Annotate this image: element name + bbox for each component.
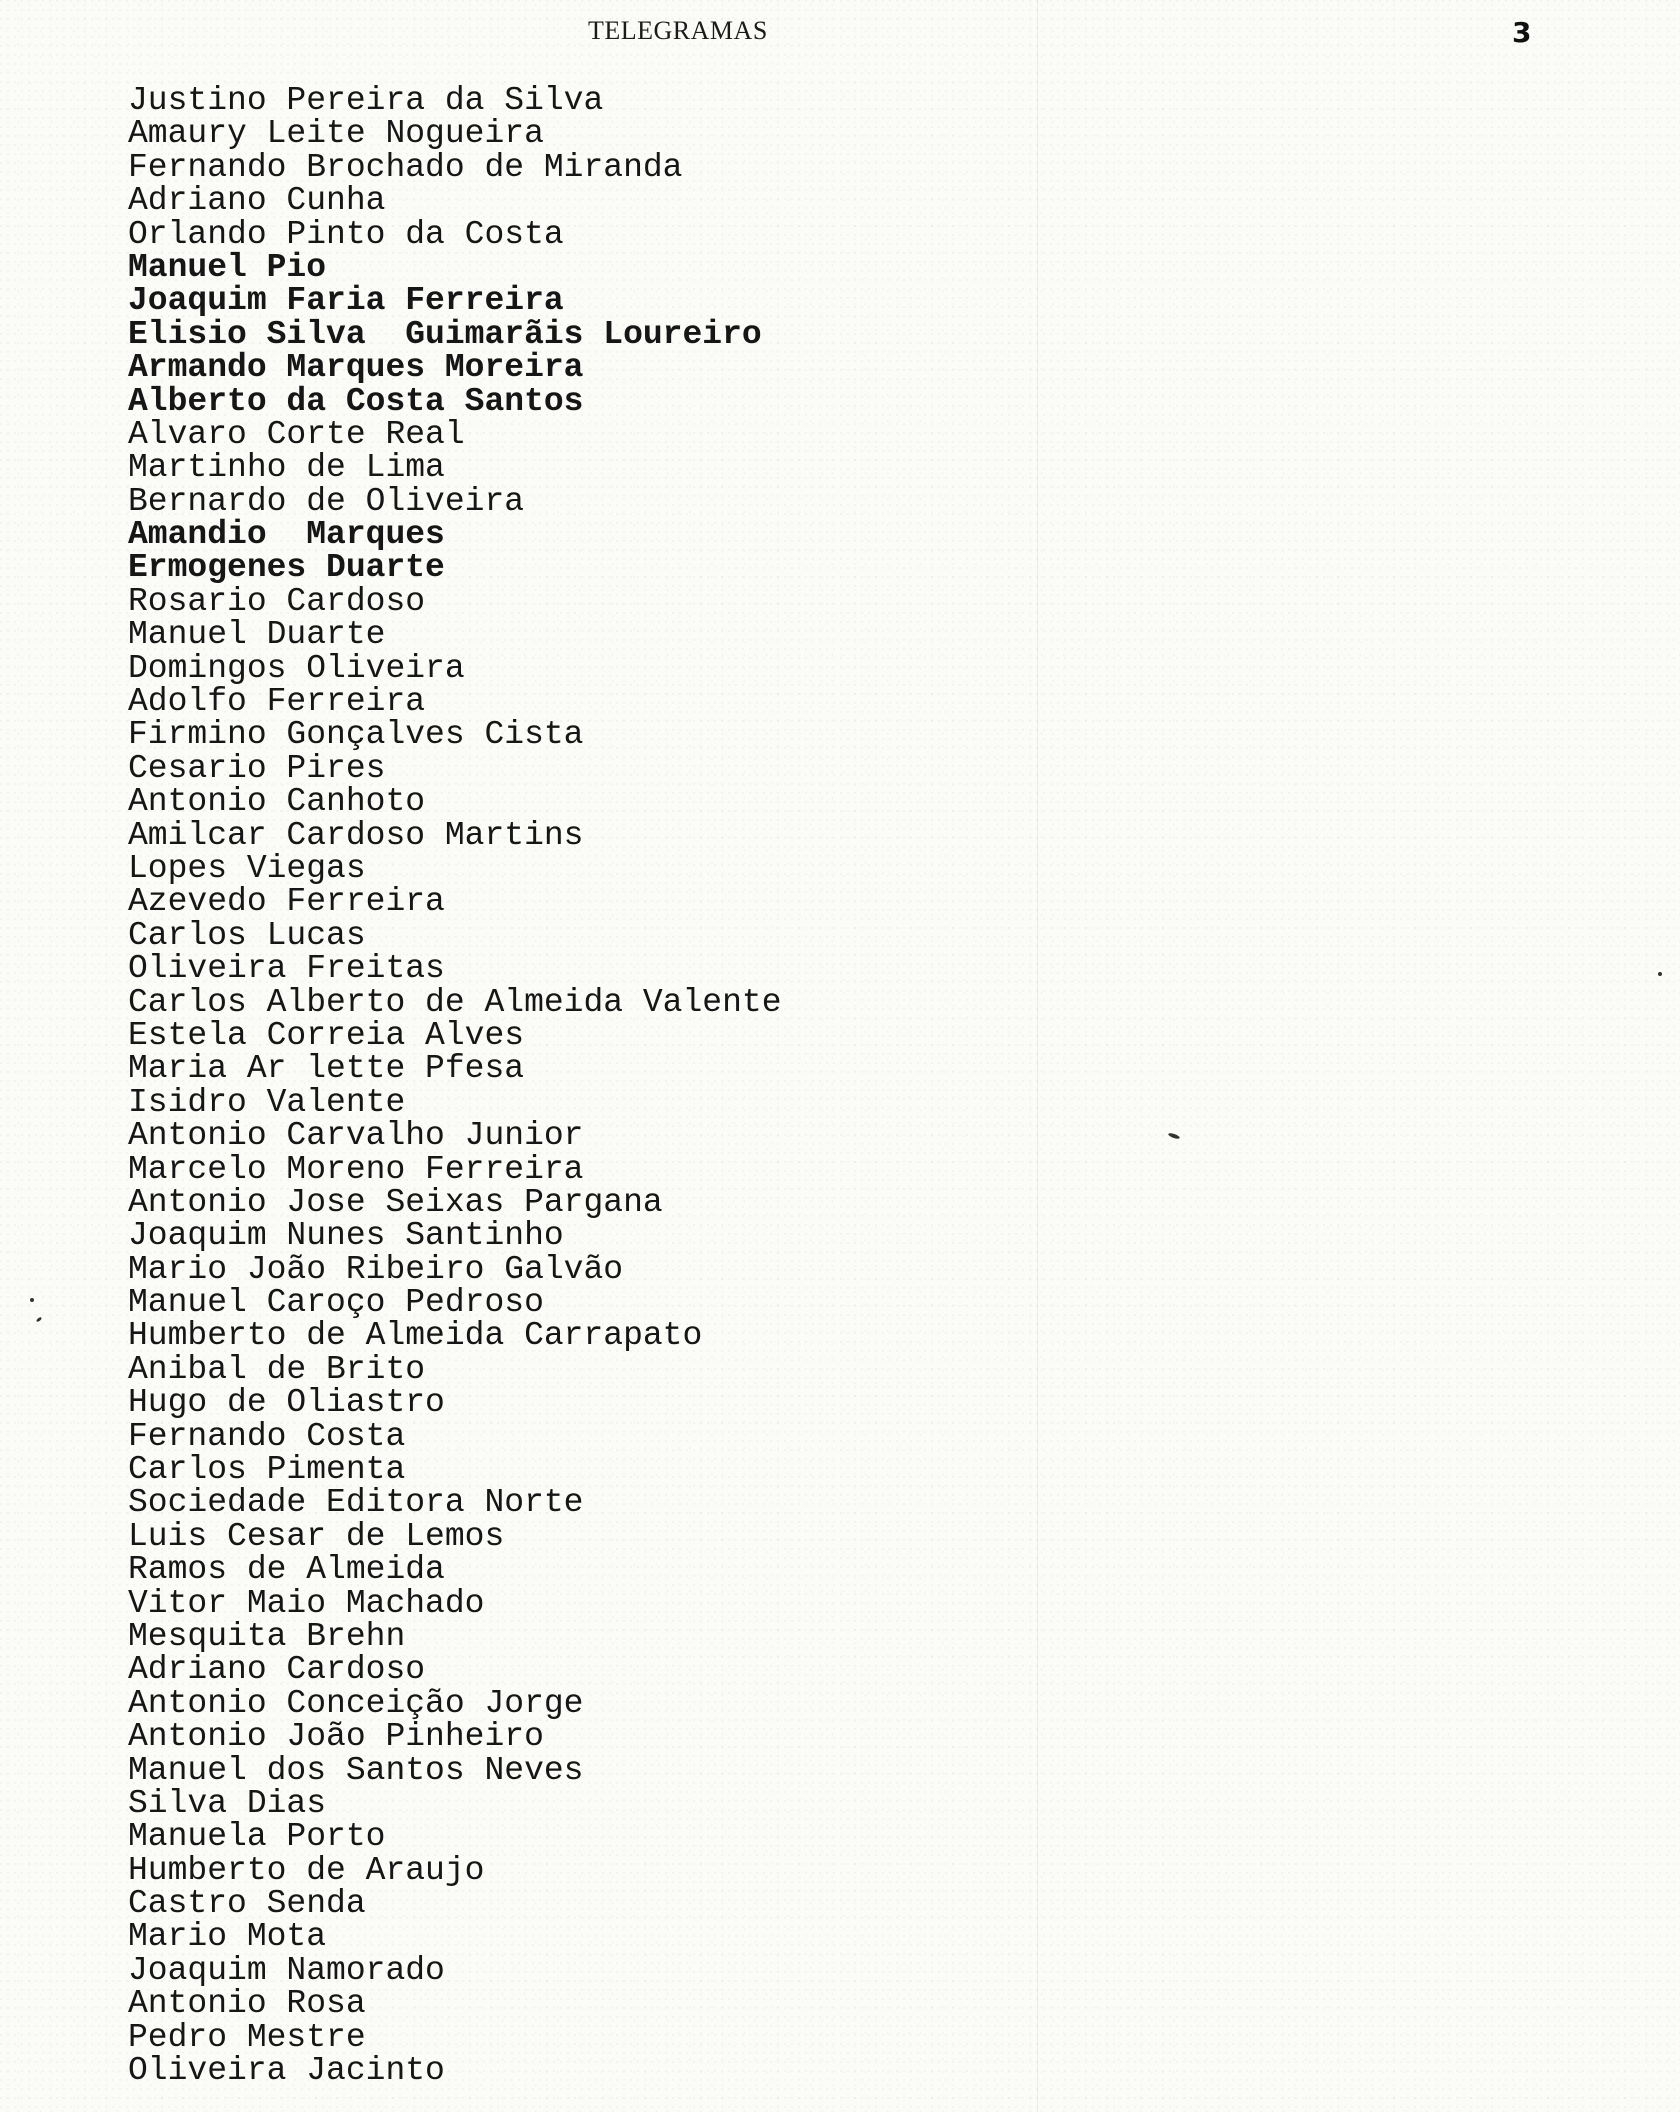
list-item: Adolfo Ferreira — [128, 683, 426, 721]
list-item: Bernardo de Oliveira — [128, 482, 525, 520]
list-item: Silva Dias — [128, 1784, 327, 1822]
list-item: Castro Senda — [128, 1885, 366, 1923]
list-item: Antonio Rosa — [128, 1985, 366, 2023]
list-item: Marcelo Moreno Ferreira — [128, 1150, 584, 1188]
list-item: Mario João Ribeiro Galvão — [128, 1250, 624, 1288]
list-item: Antonio João Pinheiro — [128, 1718, 544, 1756]
list-item: Manuel Duarte — [128, 616, 386, 654]
list-item: Adriano Cardoso — [128, 1651, 426, 1689]
list-item: Domingos Oliveira — [128, 649, 465, 687]
paper-fold-line — [1037, 0, 1038, 2112]
list-item: Antonio Jose Seixas Pargana — [128, 1183, 663, 1221]
list-item: Amandio Marques — [128, 516, 445, 554]
list-item: Mesquita Brehn — [128, 1617, 406, 1655]
list-item: Antonio Conceição Jorge — [128, 1684, 584, 1722]
list-item: Humberto de Araujo — [128, 1851, 485, 1889]
list-item: Carlos Alberto de Almeida Valente — [128, 983, 782, 1021]
list-item: Azevedo Ferreira — [128, 883, 445, 921]
list-item: Estela Correia Alves — [128, 1016, 525, 1054]
list-item: Manuel Pio — [128, 248, 327, 286]
page-title: TELEGRAMAS — [588, 16, 768, 45]
list-item: Manuel dos Santos Neves — [128, 1751, 584, 1789]
list-item: Orlando Pinto da Costa — [128, 215, 564, 253]
ink-speck — [30, 1298, 34, 1302]
ink-speck — [1658, 972, 1662, 976]
list-item: Maria Ar lette Pfesa — [128, 1050, 525, 1088]
list-item: Oliveira Jacinto — [128, 2052, 445, 2090]
list-item: Pedro Mestre — [128, 2018, 366, 2056]
list-item: Joaquim Nunes Santinho — [128, 1217, 564, 1255]
list-item: Manuela Porto — [128, 1818, 386, 1856]
list-item: Antonio Canhoto — [128, 783, 426, 821]
list-item: Martinho de Lima — [128, 449, 445, 487]
list-item: Joaquim Faria Ferreira — [128, 282, 564, 320]
list-item: Adriano Cunha — [128, 182, 386, 220]
list-item: Humberto de Almeida Carrapato — [128, 1317, 703, 1355]
list-item: Alvaro Corte Real — [128, 415, 465, 453]
list-item: Fernando Brochado de Miranda — [128, 148, 683, 186]
list-item: Lopes Viegas — [128, 849, 366, 887]
list-item: Anibal de Brito — [128, 1350, 426, 1388]
list-item: Amaury Leite Nogueira — [128, 115, 544, 153]
list-item: Manuel Caroço Pedroso — [128, 1284, 544, 1322]
list-item: Mario Mota — [128, 1918, 327, 1956]
list-item: Vitor Maio Machado — [128, 1584, 485, 1622]
list-item: Carlos Lucas — [128, 916, 366, 954]
list-item: Justino Pereira da Silva — [128, 82, 604, 119]
list-item: Amilcar Cardoso Martins — [128, 816, 584, 854]
list-item: Ramos de Almeida — [128, 1551, 445, 1589]
list-item: Ermogenes Duarte — [128, 549, 445, 587]
list-item: Alberto da Costa Santos — [128, 382, 584, 420]
list-item: Fernando Costa — [128, 1417, 406, 1455]
list-item: Hugo de Oliastro — [128, 1384, 445, 1422]
list-item: Sociedade Editora Norte — [128, 1484, 584, 1522]
list-item: Cesario Pires — [128, 749, 386, 787]
list-item: Firmino Gonçalves Cista — [128, 716, 584, 754]
ink-speck — [36, 1316, 43, 1322]
list-item: Antonio Carvalho Junior — [128, 1117, 584, 1155]
page-number: 3 — [1512, 16, 1532, 49]
ink-speck — [1168, 1132, 1181, 1140]
list-item: Joaquim Namorado — [128, 1951, 445, 1989]
list-item: Elisio Silva Guimarãis Loureiro — [128, 315, 762, 353]
list-item: Rosario Cardoso — [128, 582, 426, 620]
list-item: Armando Marques Moreira — [128, 349, 584, 387]
list-item: Isidro Valente — [128, 1083, 406, 1121]
list-item: Oliveira Freitas — [128, 950, 445, 988]
names-list — [128, 82, 782, 2090]
list-item: Luis Cesar de Lemos — [128, 1517, 505, 1555]
list-item: Carlos Pimenta — [128, 1451, 406, 1489]
